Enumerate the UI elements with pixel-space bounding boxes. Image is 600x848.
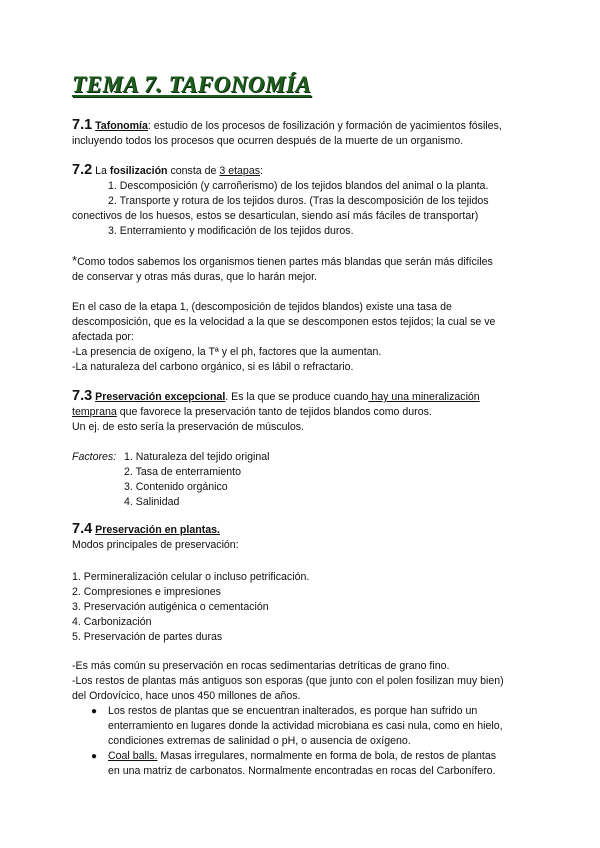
bullet-icon: ● [91, 751, 98, 762]
mode-item: 4. Carbonización [72, 616, 152, 628]
bullet-item [91, 749, 542, 779]
bullet-line: en una matriz de carbonatos. Normalmente encontradas en rocas del Carbonífero. [108, 765, 496, 777]
rate-line-5: -La naturaleza del carbono orgánico, si es lábil o refractario. [72, 361, 354, 373]
mode-item: 3. Preservación autigénica o cementación [72, 601, 269, 613]
note-line: -Es más común su preservación en rocas sedimentarias detríticas de grano fino. [72, 660, 450, 672]
asterisk: * [72, 253, 78, 268]
term-tafonomia: Tafonomía [95, 120, 148, 132]
plants-notes [72, 659, 542, 779]
section-number: 7.4 [72, 521, 93, 537]
intro-etapas: 3 etapas [219, 165, 261, 177]
mode-item: 5. Preservación de partes duras [72, 631, 223, 643]
factor-item: 2. Tasa de enterramiento [124, 466, 241, 478]
term-coal-balls: Coal balls. [108, 750, 158, 762]
factor-item: 3. Contenido orgánico [124, 481, 228, 493]
note-line-2: de conservar y otras más duras, que lo harán mejor. [72, 271, 317, 283]
section-7-3 [72, 389, 542, 435]
mode-item: 1. Permineralización celular o incluso petrificación. [72, 571, 310, 583]
step-3: 3. Enterramiento y modificación de los tejidos duros. [108, 225, 354, 237]
bullet-icon: ● [91, 706, 98, 717]
bullet-list [72, 704, 542, 779]
factors-label: Factores: [72, 451, 117, 463]
bullet-line: Masas irregulares, normalmente en forma de bola, de restos de plantas [157, 750, 497, 762]
text: . Es la que se produce cuando [225, 391, 369, 403]
text: que favorece la preservación tanto de tejidos blandos como duros. [116, 406, 432, 418]
section-7-4 [72, 522, 542, 553]
definition-text: : estudio de los procesos de fosilización y formación de yacimientos fósiles, [147, 120, 502, 132]
definition-text-2: incluyendo todos los procesos que ocurren después de la muerte de un organismo. [72, 135, 464, 147]
rate-line-2: descomposición, que es la velocidad a la que se descomponen estos tejidos; la cual se ve [72, 316, 496, 328]
step-1: 1. Descomposición (y carroñerismo) de los tejidos blandos del animal o la planta. [108, 180, 489, 192]
example-line: Un ej. de esto sería la preservación de músculos. [72, 421, 305, 433]
section-7-1 [72, 118, 542, 149]
factor-item: 4. Salinidad [124, 496, 180, 508]
bullet-line: enterramiento en lugares donde la actividad microbiana es casi nula, como en hielo, [108, 720, 503, 732]
section-number: 7.2 [72, 162, 93, 178]
bullet-item [91, 704, 542, 749]
text-underlined: temprana [72, 406, 117, 418]
note-line-1: Como todos sabemos los organismos tienen partes más blandas que serán más difíciles [77, 256, 493, 268]
bullet-line: Los restos de plantas que se encuentran inalterados, es porque han sufrido un [108, 705, 478, 717]
rate-paragraph [72, 300, 542, 375]
intro-text: : [260, 165, 263, 177]
term-preservacion-excepcional: Preservación excepcional [95, 391, 226, 403]
rate-line-3: afectada por: [72, 331, 134, 343]
bullet-line: condiciones extremas de salinidad o pH, o ausencia de oxígeno. [108, 735, 411, 747]
factors-list [72, 450, 542, 510]
rate-line-1: En el caso de la etapa 1, (descomposición de tejidos blandos) existe una tasa de [72, 301, 452, 313]
intro-text: La [92, 165, 110, 177]
section-number: 7.3 [72, 388, 93, 404]
section-number: 7.1 [72, 117, 93, 133]
term-fosilizacion: fosilización [109, 165, 168, 177]
section-7-2 [72, 163, 542, 239]
note-line: del Ordovícico, hace unos 450 millones de años. [72, 690, 301, 702]
modes-list [72, 570, 542, 645]
term-preservacion-plantas: Preservación en plantas. [95, 524, 220, 536]
modes-subtitle: Modos principales de preservación: [72, 539, 239, 551]
step-2: 2. Transporte y rotura de los tejidos duros. (Tras la descomposición de los tejidos [108, 195, 489, 207]
note-line: -Los restos de plantas más antiguos son esporas (que junto con el polen fosilizan muy bien) [72, 675, 504, 687]
note-block [72, 253, 542, 285]
mode-item: 2. Compresiones e impresiones [72, 586, 221, 598]
step-2-cont: conectivos de los huesos, estos se desarticulan, siendo así más fáciles de transportar) [72, 210, 479, 222]
page-title: TEMA 7. TAFONOMÍA [72, 72, 312, 97]
text-underlined: hay una mineralización [368, 391, 480, 403]
factor-item: 1. Naturaleza del tejido original [124, 451, 270, 463]
intro-text: consta de [167, 165, 220, 177]
rate-line-4: -La presencia de oxígeno, la Tª y el ph, factores que la aumentan. [72, 346, 382, 358]
